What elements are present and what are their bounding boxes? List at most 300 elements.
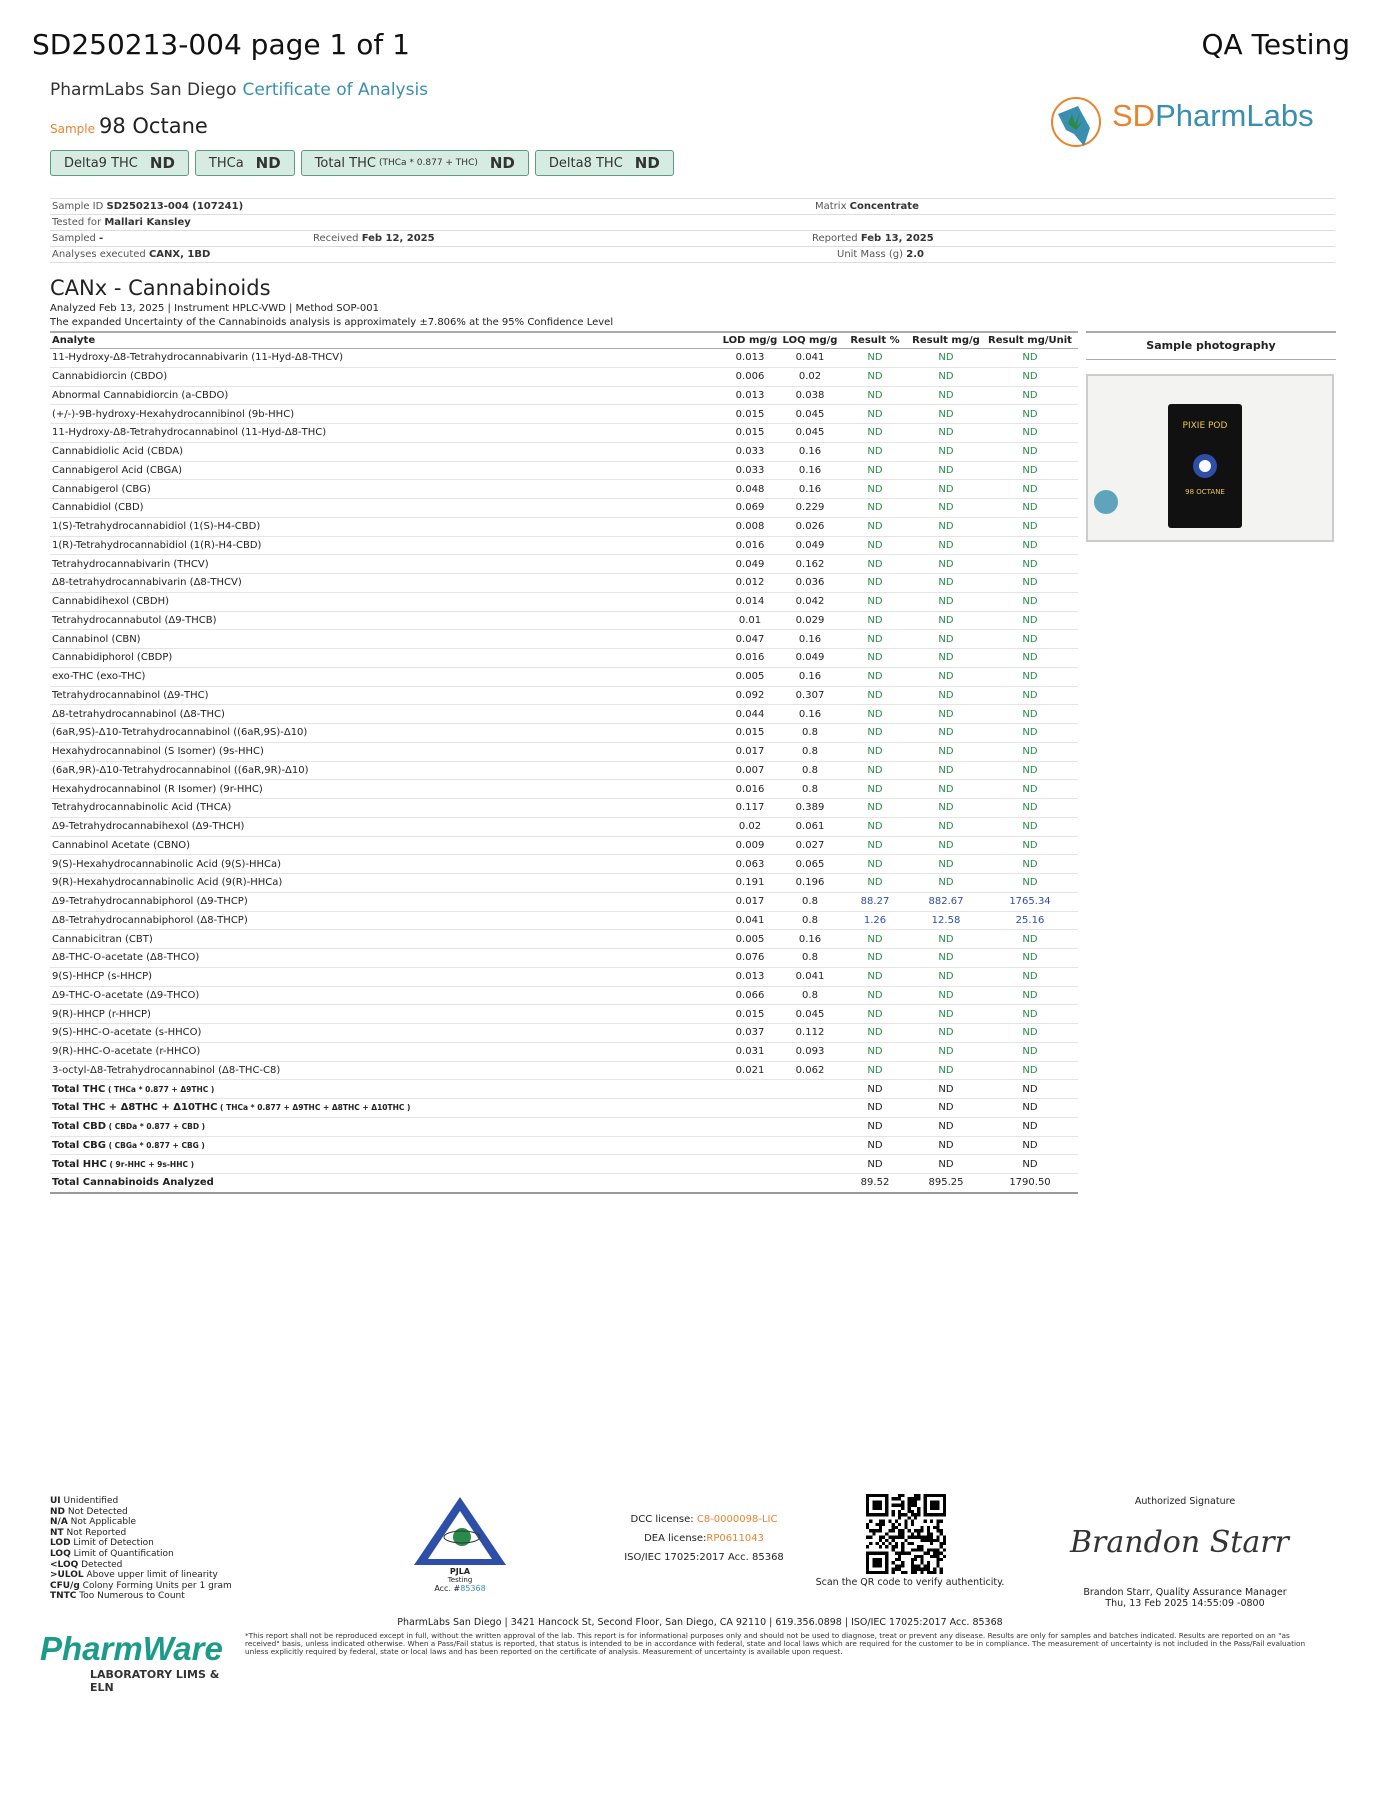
result-cell: ND [910, 405, 982, 424]
logo-text: SDPharmLabs [1112, 98, 1314, 133]
result-cell: ND [840, 1099, 910, 1118]
lod-cell [720, 1080, 780, 1099]
result-cell: ND [840, 836, 910, 855]
verification-qr-code[interactable] [866, 1494, 946, 1574]
summary-label-cell: Total CBG ( CBGa * 0.877 + CBG ) [50, 1136, 720, 1155]
analyte-cell: exo-THC (exo-THC) [50, 667, 720, 686]
lod-cell: 0.01 [720, 611, 780, 630]
loq-cell: 0.029 [780, 611, 840, 630]
result-cell: 89.52 [840, 1174, 910, 1193]
summary-label-cell: Total Cannabinoids Analyzed [50, 1174, 720, 1193]
result-cell: ND [840, 1155, 910, 1174]
analyte-cell: Hexahydrocannabinol (S Isomer) (9s-HHC) [50, 742, 720, 761]
result-cell: ND [910, 1042, 982, 1061]
qr-code-icon [866, 1494, 946, 1574]
sample-line [50, 114, 208, 138]
analyte-cell: (+/-)-9B-hydroxy-Hexahydrocannibinol (9b-HHC) [50, 405, 720, 424]
result-cell: ND [840, 724, 910, 743]
column-header: LOD mg/g [720, 332, 780, 349]
result-cell: ND [910, 592, 982, 611]
loq-cell: 0.049 [780, 649, 840, 668]
analyte-cell: Cannabidiolic Acid (CBDA) [50, 442, 720, 461]
loq-cell [780, 1080, 840, 1099]
lod-cell: 0.017 [720, 742, 780, 761]
pjla-accreditation-logo: PJLA Testing Acc. #85368 [410, 1495, 510, 1595]
result-cell: ND [840, 686, 910, 705]
result-cell: ND [840, 1117, 910, 1136]
analyte-cell: 9(S)-Hexahydrocannabinolic Acid (9(S)-HHCa) [50, 855, 720, 874]
result-cell: ND [910, 349, 982, 368]
lod-cell: 0.016 [720, 536, 780, 555]
result-cell: ND [840, 799, 910, 818]
table-row [50, 574, 1078, 593]
legend-item: LOD Limit of Detection [50, 1538, 154, 1549]
lod-cell: 0.012 [720, 574, 780, 593]
result-cell: ND [840, 874, 910, 893]
result-cell: ND [910, 686, 982, 705]
analyte-cell: Δ8-tetrahydrocannabinol (Δ8-THC) [50, 705, 720, 724]
analyte-cell: 11-Hydroxy-Δ8-Tetrahydrocannabivarin (11-Hyd-Δ8-THCV) [50, 349, 720, 368]
result-cell: ND [982, 1080, 1078, 1099]
result-cell: ND [982, 724, 1078, 743]
svg-text:PIXIE POD: PIXIE POD [1182, 421, 1228, 431]
result-cell: ND [910, 1099, 982, 1118]
lod-cell [720, 1155, 780, 1174]
result-cell: ND [910, 780, 982, 799]
qa-testing-title: QA Testing [1201, 28, 1350, 61]
legend-item: >ULOL Above upper limit of linearity [50, 1570, 218, 1581]
california-leaf-icon [1044, 84, 1114, 154]
analyte-cell: Cannabidihexol (CBDH) [50, 592, 720, 611]
lod-cell: 0.044 [720, 705, 780, 724]
analyte-cell: 9(S)-HHC-O-acetate (s-HHCO) [50, 1024, 720, 1043]
result-cell: ND [910, 1117, 982, 1136]
lod-cell [720, 1099, 780, 1118]
analyte-cell: Δ9-THC-O-acetate (Δ9-THCO) [50, 986, 720, 1005]
result-cell: ND [910, 517, 982, 536]
table-row [50, 986, 1078, 1005]
loq-cell: 0.027 [780, 836, 840, 855]
table-row [50, 555, 1078, 574]
column-header: Result mg/Unit [982, 332, 1078, 349]
table-row [50, 874, 1078, 893]
result-cell: ND [910, 386, 982, 405]
loq-cell [780, 1136, 840, 1155]
analyte-cell: Cannabigerol Acid (CBGA) [50, 461, 720, 480]
sample-photo [1086, 374, 1334, 542]
result-cell: ND [982, 405, 1078, 424]
result-cell: ND [982, 855, 1078, 874]
loq-cell: 0.16 [780, 705, 840, 724]
result-cell: ND [982, 424, 1078, 443]
table-row [50, 724, 1078, 743]
loq-cell: 0.041 [780, 967, 840, 986]
result-cell: ND [982, 967, 1078, 986]
result-cell: 1790.50 [982, 1174, 1078, 1193]
result-cell: ND [910, 1080, 982, 1099]
table-row [50, 761, 1078, 780]
result-cell: ND [910, 986, 982, 1005]
result-cell: ND [982, 686, 1078, 705]
result-cell: ND [840, 780, 910, 799]
result-cell: ND [982, 574, 1078, 593]
analyte-cell: Tetrahydrocannabutol (Δ9-THCB) [50, 611, 720, 630]
result-cell: 882.67 [910, 892, 982, 911]
badge-delta8-thc: Delta8 THC ND [535, 150, 674, 176]
result-cell: ND [982, 1042, 1078, 1061]
analyte-cell: Δ8-tetrahydrocannabivarin (Δ8-THCV) [50, 574, 720, 593]
table-row [50, 667, 1078, 686]
license-info: DCC license: C8-0000098-LIC DEA license:RP0611043 ISO/IEC 17025:2017 Acc. 85368 [624, 1514, 784, 1563]
result-cell: ND [910, 836, 982, 855]
summary-label-cell: Total CBD ( CBDa * 0.877 + CBD ) [50, 1117, 720, 1136]
result-cell: ND [840, 855, 910, 874]
result-cell: ND [982, 799, 1078, 818]
lod-cell: 0.033 [720, 442, 780, 461]
result-cell: ND [840, 705, 910, 724]
result-cell: ND [840, 630, 910, 649]
result-cell: ND [840, 349, 910, 368]
summary-label-cell: Total HHC ( 9r-HHC + 9s-HHC ) [50, 1155, 720, 1174]
lod-cell: 0.014 [720, 592, 780, 611]
loq-cell: 0.307 [780, 686, 840, 705]
result-cell: ND [840, 555, 910, 574]
loq-cell: 0.8 [780, 911, 840, 930]
lod-cell: 0.069 [720, 499, 780, 518]
result-cell: ND [982, 499, 1078, 518]
lod-cell: 0.015 [720, 1005, 780, 1024]
analyte-cell: Δ8-THC-O-acetate (Δ8-THCO) [50, 949, 720, 968]
summary-label-cell: Total THC ( THCa * 0.877 + Δ9THC ) [50, 1080, 720, 1099]
result-cell: ND [840, 611, 910, 630]
loq-cell [780, 1174, 840, 1193]
result-cell: ND [840, 461, 910, 480]
table-row [50, 967, 1078, 986]
analyte-cell: Abnormal Cannabidiorcin (a-CBDO) [50, 386, 720, 405]
lod-cell [720, 1136, 780, 1155]
sdpharmlabs-logo [1044, 84, 1334, 154]
result-cell: ND [840, 424, 910, 443]
lab-line [50, 80, 428, 100]
sample-label: Sample [50, 122, 95, 136]
lod-cell: 0.016 [720, 649, 780, 668]
analyte-cell: Cannabidiphorol (CBDP) [50, 649, 720, 668]
lod-cell: 0.031 [720, 1042, 780, 1061]
result-cell: ND [910, 1024, 982, 1043]
result-cell: ND [982, 836, 1078, 855]
result-cell: ND [840, 536, 910, 555]
loq-cell: 0.8 [780, 780, 840, 799]
result-cell: ND [840, 1061, 910, 1080]
pjla-triangle-icon [410, 1495, 510, 1567]
loq-cell [780, 1099, 840, 1118]
result-cell: ND [910, 480, 982, 499]
analyte-cell: Cannabidiol (CBD) [50, 499, 720, 518]
analyte-cell: 3-octyl-Δ8-Tetrahydrocannabinol (Δ8-THC-C8) [50, 1061, 720, 1080]
analyte-cell: 9(R)-HHCP (r-HHCP) [50, 1005, 720, 1024]
result-cell: ND [982, 555, 1078, 574]
result-cell: ND [840, 1042, 910, 1061]
legend-item: <LOQ Detected [50, 1559, 123, 1570]
table-row [50, 442, 1078, 461]
badge-thca: THCa ND [195, 150, 295, 176]
analyte-cell: Tetrahydrocannabinolic Acid (THCA) [50, 799, 720, 818]
lod-cell: 0.117 [720, 799, 780, 818]
signature-label: Authorized Signature [1134, 1496, 1236, 1507]
result-cell: ND [982, 1024, 1078, 1043]
sample-metadata [50, 198, 1335, 263]
lod-cell: 0.047 [720, 630, 780, 649]
table-row [50, 630, 1078, 649]
result-cell: ND [840, 1005, 910, 1024]
summary-row [50, 1080, 1078, 1099]
result-cell: ND [910, 667, 982, 686]
legend-item: UI Unidentified [50, 1496, 119, 1506]
lod-cell: 0.048 [720, 480, 780, 499]
loq-cell: 0.8 [780, 742, 840, 761]
lab-name: PharmLabs San Diego [50, 80, 237, 100]
loq-cell: 0.038 [780, 386, 840, 405]
lod-cell: 0.033 [720, 461, 780, 480]
lod-cell: 0.013 [720, 349, 780, 368]
table-row [50, 817, 1078, 836]
analyte-cell: Hexahydrocannabinol (R Isomer) (9r-HHC) [50, 780, 720, 799]
table-row [50, 461, 1078, 480]
summary-row [50, 1136, 1078, 1155]
result-cell: ND [840, 386, 910, 405]
analyte-cell: Cannabinol (CBN) [50, 630, 720, 649]
table-row [50, 1024, 1078, 1043]
legend-item: ND Not Detected [50, 1506, 128, 1517]
result-cell: ND [840, 667, 910, 686]
result-cell: ND [910, 874, 982, 893]
lod-cell: 0.006 [720, 367, 780, 386]
analyte-cell: Δ8-Tetrahydrocannabiphorol (Δ8-THCP) [50, 911, 720, 930]
result-cell: ND [910, 1005, 982, 1024]
loq-cell: 0.8 [780, 892, 840, 911]
product-photo-image [1088, 376, 1332, 540]
loq-cell: 0.061 [780, 817, 840, 836]
result-cell: ND [982, 780, 1078, 799]
analyte-cell: Tetrahydrocannabinol (Δ9-THC) [50, 686, 720, 705]
lod-cell [720, 1117, 780, 1136]
cannabinoid-results-table [50, 331, 1078, 1194]
meta-row: Tested for Mallari Kansley [50, 214, 1335, 230]
qr-caption: Scan the QR code to verify authenticity. [815, 1577, 1005, 1588]
loq-cell: 0.8 [780, 724, 840, 743]
analyte-cell: 9(R)-HHC-O-acetate (r-HHCO) [50, 1042, 720, 1061]
sample-photography-header: Sample photography [1086, 331, 1336, 360]
table-row [50, 499, 1078, 518]
table-row [50, 1005, 1078, 1024]
summary-label-cell: Total THC + Δ8THC + Δ10THC ( THCa * 0.877 + Δ9THC + Δ8THC + Δ10THC ) [50, 1099, 720, 1118]
table-row [50, 386, 1078, 405]
loq-cell: 0.162 [780, 555, 840, 574]
legend-item: N/A Not Applicable [50, 1517, 137, 1528]
result-cell: ND [910, 817, 982, 836]
analyte-cell: Tetrahydrocannabivarin (THCV) [50, 555, 720, 574]
loq-cell: 0.8 [780, 949, 840, 968]
result-cell: ND [982, 949, 1078, 968]
svg-text:98 OCTANE: 98 OCTANE [1185, 488, 1225, 496]
analyte-cell: Cannabidiorcin (CBDO) [50, 367, 720, 386]
lod-cell: 0.015 [720, 424, 780, 443]
summary-row [50, 1155, 1078, 1174]
table-row [50, 649, 1078, 668]
analyte-cell: 11-Hydroxy-Δ8-Tetrahydrocannabinol (11-Hyd-Δ8-THC) [50, 424, 720, 443]
lod-cell: 0.015 [720, 405, 780, 424]
result-cell: ND [910, 1136, 982, 1155]
result-cell: ND [840, 967, 910, 986]
result-cell: ND [910, 705, 982, 724]
table-row [50, 742, 1078, 761]
result-cell: 25.16 [982, 911, 1078, 930]
result-cell: ND [910, 855, 982, 874]
result-cell: ND [840, 930, 910, 949]
result-cell: ND [910, 611, 982, 630]
loq-cell: 0.229 [780, 499, 840, 518]
result-cell: ND [982, 986, 1078, 1005]
result-cell: ND [910, 574, 982, 593]
table-row [50, 892, 1078, 911]
loq-cell [780, 1155, 840, 1174]
lod-cell: 0.049 [720, 555, 780, 574]
result-cell: ND [982, 817, 1078, 836]
analyte-cell: Cannabigerol (CBG) [50, 480, 720, 499]
result-cell: ND [982, 705, 1078, 724]
analyte-cell: Cannabinol Acetate (CBNO) [50, 836, 720, 855]
loq-cell: 0.389 [780, 799, 840, 818]
legend-item: NT Not Reported [50, 1527, 127, 1538]
loq-cell: 0.041 [780, 349, 840, 368]
result-cell: ND [840, 367, 910, 386]
analyte-cell: 9(S)-HHCP (s-HHCP) [50, 967, 720, 986]
lod-cell: 0.017 [720, 892, 780, 911]
result-cell: ND [910, 424, 982, 443]
result-cell: ND [982, 1117, 1078, 1136]
lod-cell: 0.191 [720, 874, 780, 893]
result-cell: ND [840, 949, 910, 968]
loq-cell: 0.02 [780, 367, 840, 386]
analyte-cell: (6aR,9R)-Δ10-Tetrahydrocannabinol ((6aR,9R)-Δ10) [50, 761, 720, 780]
loq-cell: 0.16 [780, 480, 840, 499]
analyte-cell: 1(R)-Tetrahydrocannabidiol (1(R)-H4-CBD) [50, 536, 720, 555]
result-cell: ND [910, 949, 982, 968]
result-cell: ND [910, 1061, 982, 1080]
lod-cell [720, 1174, 780, 1193]
result-cell: ND [982, 667, 1078, 686]
result-cell: ND [982, 480, 1078, 499]
table-row [50, 517, 1078, 536]
table-row [50, 611, 1078, 630]
result-cell: ND [840, 649, 910, 668]
meta-row: Sampled - Received Feb 12, 2025 Reported Feb 13, 2025 [50, 230, 1335, 246]
result-cell: ND [982, 461, 1078, 480]
section-title: CANx - Cannabinoids [50, 276, 271, 300]
table-row [50, 705, 1078, 724]
result-cell: ND [982, 1155, 1078, 1174]
result-cell: ND [982, 611, 1078, 630]
lod-cell: 0.092 [720, 686, 780, 705]
legend-item: CFU/g Colony Forming Units per 1 gram [50, 1580, 232, 1591]
result-cell: ND [982, 761, 1078, 780]
lod-cell: 0.009 [720, 836, 780, 855]
result-cell: ND [840, 1080, 910, 1099]
loq-cell: 0.026 [780, 517, 840, 536]
result-cell: ND [910, 967, 982, 986]
loq-cell: 0.062 [780, 1061, 840, 1080]
result-cell: 12.58 [910, 911, 982, 930]
result-cell: ND [982, 1061, 1078, 1080]
authorized-signature: Brandon Starr [1070, 1525, 1289, 1560]
loq-cell: 0.8 [780, 986, 840, 1005]
result-cell: ND [840, 742, 910, 761]
loq-cell: 0.16 [780, 442, 840, 461]
lod-cell: 0.066 [720, 986, 780, 1005]
lod-cell: 0.005 [720, 930, 780, 949]
pharmware-logo: PharmWare LABORATORY LIMS & ELN [40, 1630, 223, 1694]
result-cell: ND [840, 817, 910, 836]
loq-cell: 0.045 [780, 1005, 840, 1024]
loq-cell: 0.045 [780, 424, 840, 443]
lod-cell: 0.063 [720, 855, 780, 874]
result-cell: ND [982, 367, 1078, 386]
result-cell: ND [982, 517, 1078, 536]
result-cell: ND [840, 592, 910, 611]
coa-title: Certificate of Analysis [242, 80, 429, 100]
table-row [50, 1042, 1078, 1061]
result-cell: ND [910, 367, 982, 386]
analyte-cell: Δ9-Tetrahydrocannabiphorol (Δ9-THCP) [50, 892, 720, 911]
result-cell: ND [840, 574, 910, 593]
analysis-info: Analyzed Feb 13, 2025 | Instrument HPLC-VWD | Method SOP-001 [50, 303, 379, 314]
lod-cell: 0.016 [720, 780, 780, 799]
table-row [50, 480, 1078, 499]
table-row [50, 836, 1078, 855]
column-header: Result % [840, 332, 910, 349]
result-cell: ND [910, 761, 982, 780]
result-cell: ND [982, 649, 1078, 668]
table-row [50, 780, 1078, 799]
result-cell: ND [982, 874, 1078, 893]
result-cell: ND [840, 405, 910, 424]
table-row [50, 799, 1078, 818]
table-row [50, 349, 1078, 368]
table-header-row [50, 332, 1078, 349]
table-row [50, 911, 1078, 930]
table-row [50, 686, 1078, 705]
result-cell: ND [910, 649, 982, 668]
badge-total-thc: Total THC (THCa * 0.877 + THC) ND [301, 150, 529, 176]
result-cell: ND [982, 349, 1078, 368]
loq-cell: 0.093 [780, 1042, 840, 1061]
table-row [50, 367, 1078, 386]
analyte-cell: 9(R)-Hexahydrocannabinolic Acid (9(R)-HHCa) [50, 874, 720, 893]
table-row [50, 405, 1078, 424]
analyte-cell: Cannabicitran (CBT) [50, 930, 720, 949]
summary-row [50, 1174, 1078, 1193]
sample-name: 98 Octane [99, 114, 208, 138]
result-cell: ND [840, 1024, 910, 1043]
analyte-cell: Δ9-Tetrahydrocannabihexol (Δ9-THCH) [50, 817, 720, 836]
lod-cell: 0.076 [720, 949, 780, 968]
abbreviation-legend [50, 1496, 232, 1602]
summary-row [50, 1117, 1078, 1136]
loq-cell: 0.16 [780, 667, 840, 686]
legend-item: TNTC Too Numerous to Count [50, 1591, 185, 1602]
loq-cell: 0.112 [780, 1024, 840, 1043]
lod-cell: 0.013 [720, 386, 780, 405]
